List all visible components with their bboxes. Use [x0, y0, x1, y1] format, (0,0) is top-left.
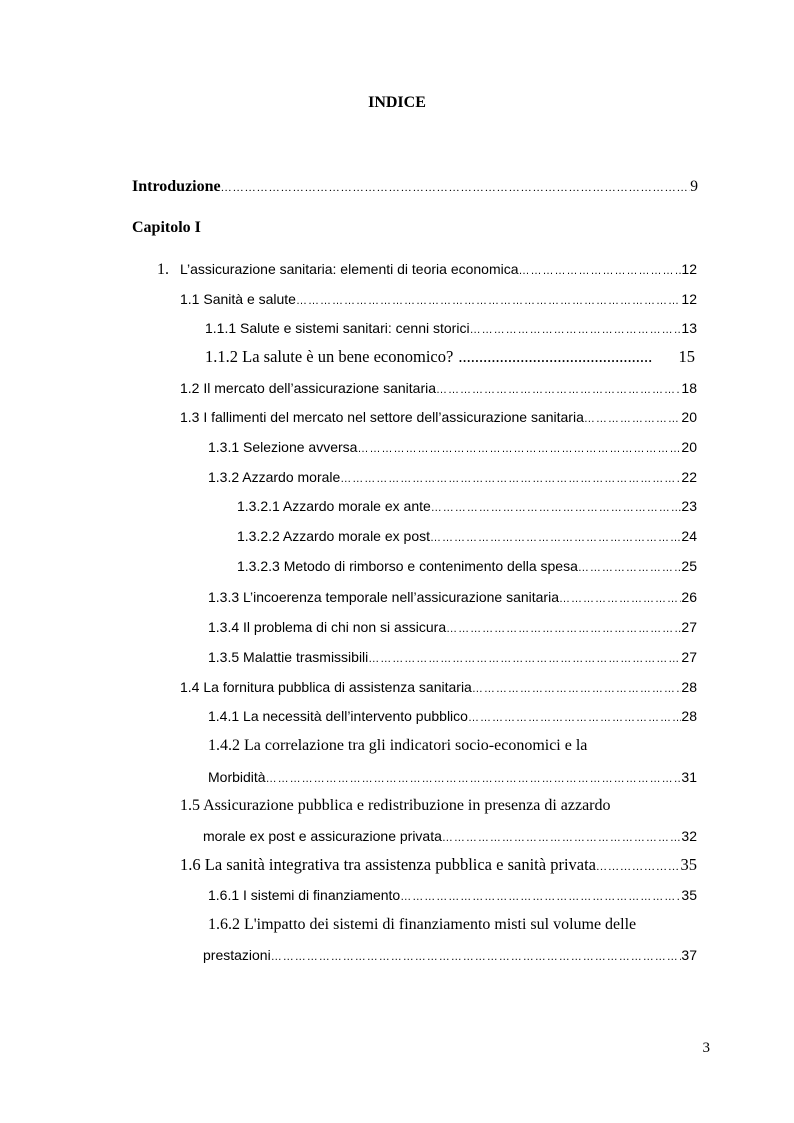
- toc-label: 1.3.3 L’incoerenza temporale nell’assicurazione sanitaria: [208, 589, 559, 605]
- toc-page-number: 37: [681, 947, 697, 963]
- toc-page-number: 35: [680, 855, 697, 874]
- toc-page-number: 13: [681, 320, 697, 336]
- toc-leader-dots: [584, 409, 682, 429]
- toc-leader-dots: [430, 528, 681, 548]
- toc-page-number: 35: [681, 887, 697, 903]
- toc-leader-dots: [368, 649, 681, 669]
- toc-entry-1-3-2-3[interactable]: [237, 556, 697, 578]
- toc-number: 1.: [157, 261, 169, 278]
- toc-page-number: 15: [678, 347, 695, 366]
- toc-label: 1.3.1 Selezione avversa: [208, 439, 358, 455]
- toc-page-number: 27: [681, 649, 697, 665]
- toc-leader-dots: [340, 469, 681, 489]
- toc-entry-1-5-line1[interactable]: 1.5 Assicurazione pubblica e redistribuzione in presenza di azzardo: [180, 797, 611, 814]
- toc-leader-dots: [400, 887, 681, 907]
- toc-entry-1-6[interactable]: [180, 855, 697, 877]
- toc-entry-1-3[interactable]: [180, 407, 697, 429]
- toc-entry-1-3-3[interactable]: [208, 587, 697, 609]
- toc-entry-1-4[interactable]: [180, 677, 697, 699]
- toc-page-number: 24: [681, 528, 697, 544]
- toc-entry-1-3-2-1[interactable]: [237, 496, 697, 518]
- toc-entry-1-1-1[interactable]: [205, 318, 697, 340]
- toc-leader-dots: [357, 439, 681, 459]
- toc-label: 1.3.2.2 Azzardo morale ex post: [237, 528, 430, 544]
- chapter-heading: Capitolo I: [132, 219, 201, 236]
- toc-label: 1.1 Sanità e salute: [180, 291, 296, 307]
- toc-leader-dots: [221, 178, 691, 198]
- toc-leader-dots: [468, 708, 681, 728]
- page-number: 3: [702, 1040, 710, 1056]
- toc-label: Morbidità: [208, 769, 266, 785]
- toc-entry-1-6-2-line2[interactable]: [203, 945, 697, 967]
- toc-page-number: 28: [681, 708, 697, 724]
- toc-page-number: 18: [681, 380, 697, 396]
- toc-entry-1-5-line2[interactable]: [203, 826, 697, 848]
- toc-label: 1.4 La fornitura pubblica di assistenza sanitaria: [180, 679, 472, 695]
- toc-label: Introduzione: [132, 178, 221, 195]
- toc-label: 1.2 Il mercato dell’assicurazione sanitaria: [180, 380, 437, 396]
- toc-leader-dots: [266, 769, 682, 789]
- toc-entry-1-3-2[interactable]: [208, 467, 697, 489]
- toc-entry-introduzione[interactable]: [132, 177, 698, 198]
- toc-page-number: 20: [681, 409, 697, 425]
- toc-entry-1-2[interactable]: [180, 378, 697, 400]
- toc-page-number: 20: [681, 439, 697, 455]
- toc-label: 1.1.2 La salute è un bene economico?: [205, 347, 454, 366]
- toc-page-number: 23: [681, 498, 697, 514]
- toc-entry-1-3-2-2[interactable]: [237, 526, 697, 548]
- toc-entry-1-3-5[interactable]: [208, 647, 697, 669]
- toc-label: L’assicurazione sanitaria: elementi di teoria economica: [180, 261, 519, 277]
- toc-label: 1.6.1 I sistemi di finanziamento: [208, 887, 401, 903]
- toc-label: 1.3.4 Il problema di chi non si assicura: [208, 619, 447, 635]
- toc-leader-dots: [271, 947, 682, 967]
- toc-leader-dots: [296, 291, 681, 311]
- toc-label: 1.1.1 Salute e sistemi sanitari: cenni storici: [205, 320, 470, 336]
- toc-label: 1.3.5 Malattie trasmissibili: [208, 649, 369, 665]
- toc-page-number: 26: [681, 589, 697, 605]
- toc-page-number: 25: [681, 558, 697, 574]
- toc-entry-1-6-2-line1[interactable]: 1.6.2 L'impatto dei sistemi di finanziamento misti sul volume delle: [208, 916, 637, 933]
- toc-leader-dots: [519, 261, 682, 281]
- toc-label: morale ex post e assicurazione privata: [203, 828, 442, 844]
- toc-entry-1-3-1[interactable]: [208, 437, 697, 459]
- toc-label: 1.3.2.3 Metodo di rimborso e contenimento della spesa: [237, 558, 578, 574]
- toc-entry-1-6-1[interactable]: [208, 885, 697, 907]
- toc-leader-dots: ...............................................: [458, 347, 653, 366]
- toc-label: prestazioni: [203, 947, 271, 963]
- toc-page-number: 12: [681, 261, 697, 277]
- toc-entry-1-1[interactable]: [180, 289, 697, 311]
- toc-label: 1.3.2 Azzardo morale: [208, 469, 341, 485]
- toc-leader-dots: [446, 619, 681, 639]
- toc-leader-dots: [472, 679, 682, 699]
- toc-leader-dots: [436, 380, 681, 400]
- toc-leader-dots: [431, 498, 682, 518]
- toc-entry-1[interactable]: [157, 259, 697, 281]
- toc-page-number: 12: [681, 291, 697, 307]
- toc-entry-1-4-2-line1[interactable]: 1.4.2 La correlazione tra gli indicatori socio-economici e la: [208, 737, 588, 754]
- toc-leader-dots: [559, 589, 681, 609]
- toc-leader-dots: [442, 828, 682, 848]
- toc-page-number: 9: [690, 178, 698, 195]
- page-title: INDICE: [368, 94, 426, 111]
- toc-label: 1.3 I fallimenti del mercato nel settore dell’assicurazione sanitaria: [180, 409, 584, 425]
- toc-label: 1.3.2.1 Azzardo morale ex ante: [237, 498, 431, 514]
- toc-entry-1-1-2[interactable]: [205, 347, 695, 367]
- toc-label: 1.6 La sanità integrativa tra assistenza pubblica e sanità privata: [180, 855, 597, 874]
- toc-leader-dots: [596, 857, 680, 877]
- toc-page-number: 31: [681, 769, 697, 785]
- toc-page-number: 32: [681, 828, 697, 844]
- toc-entry-1-4-2-line2[interactable]: [208, 767, 697, 789]
- toc-leader-dots: [470, 320, 682, 340]
- toc-leader-dots: [578, 558, 682, 578]
- toc-page-number: 28: [681, 679, 697, 695]
- toc-page-number: 22: [681, 469, 697, 485]
- toc-label: 1.4.1 La necessità dell’intervento pubblico: [208, 708, 468, 724]
- toc-page-number: 27: [681, 619, 697, 635]
- toc-entry-1-4-1[interactable]: [208, 706, 697, 728]
- toc-entry-1-3-4[interactable]: [208, 617, 697, 639]
